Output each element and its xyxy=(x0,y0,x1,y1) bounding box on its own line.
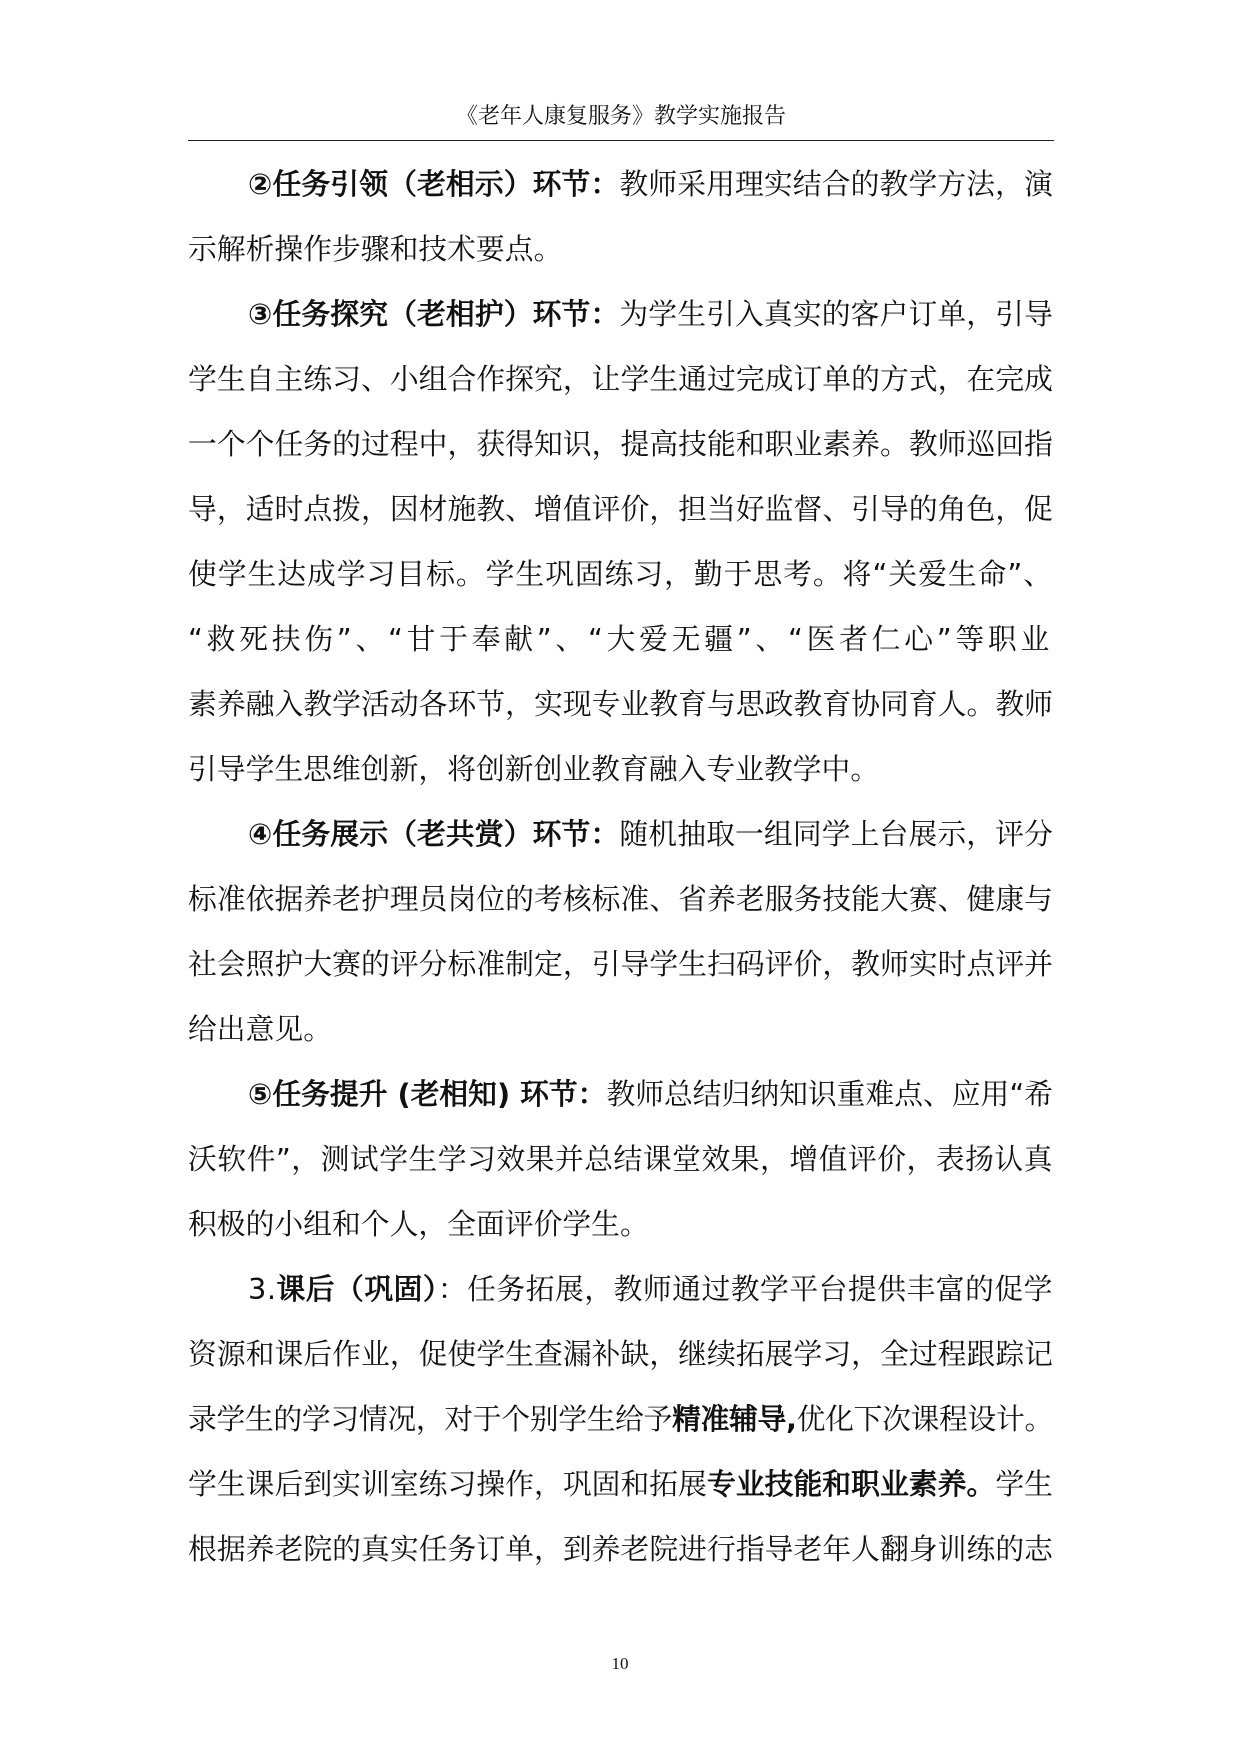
text-segment: 素养融入教学活动各环节，实现专业教育与思政教育协同育人。教师 xyxy=(188,687,1053,721)
text-line xyxy=(188,282,1054,347)
line-content xyxy=(188,492,1053,526)
text-line xyxy=(188,997,1054,1062)
text-segment: 示解析操作步骤和技术要点。 xyxy=(188,232,563,266)
text-line xyxy=(188,217,1054,282)
text-line xyxy=(188,1322,1054,1387)
text-segment: 3. xyxy=(248,1272,277,1306)
bold-text: 课后（巩固） xyxy=(276,1272,438,1306)
text-segment: 标准依据养老护理员岗位的考核标准、省养老服务技能大赛、健康与 xyxy=(188,882,1053,916)
line-content xyxy=(188,752,879,786)
line-content xyxy=(188,1337,1053,1371)
line-content xyxy=(188,362,1053,396)
text-segment: 导，适时点拨，因材施教、增值评价，担当好监督、引导的角色，促 xyxy=(188,492,1053,526)
text-segment: 资源和课后作业，促使学生查漏补缺，继续拓展学习，全过程跟踪记 xyxy=(188,1337,1053,1371)
text-segment: 沃软件”，测试学生学习效果并总结课堂效果，增值评价，表扬认真 xyxy=(188,1142,1053,1176)
text-line xyxy=(188,412,1054,477)
paragraph xyxy=(188,1257,1054,1582)
text-segment: “救死扶伤”、“甘于奉献”、“大爱无疆”、“医者仁心”等职业 xyxy=(188,622,1053,656)
text-line xyxy=(188,932,1054,997)
text-segment: 教师采用理实结合的教学方法，演 xyxy=(619,167,1053,201)
text-line xyxy=(188,1452,1054,1517)
line-content xyxy=(188,882,1053,916)
bold-text: ④任务展示（老共赏）环节： xyxy=(248,817,620,851)
text-segment: 社会照护大赛的评分标准制定，引导学生扫码评价，教师实时点评并 xyxy=(188,947,1053,981)
document-body xyxy=(188,152,1054,1582)
bold-text: ③任务探究（老相护）环节： xyxy=(248,297,620,331)
line-content xyxy=(188,1142,1053,1176)
line-content xyxy=(248,1272,1053,1306)
line-content xyxy=(188,1467,1053,1501)
line-content xyxy=(188,1012,332,1046)
header-rule xyxy=(188,140,1054,141)
text-segment: 积极的小组和个人，全面评价学生。 xyxy=(188,1207,649,1241)
text-segment: 引导学生思维创新，将创新创业教育融入专业教学中。 xyxy=(188,752,880,786)
text-line xyxy=(188,737,1054,802)
text-segment: 根据养老院的真实任务订单，到养老院进行指导老年人翻身训练的志 xyxy=(188,1532,1053,1566)
paragraph xyxy=(188,282,1054,802)
text-segment: 使学生达成学习目标。学生巩固练习，勤于思考。将“关爱生命”、 xyxy=(188,557,1053,591)
bold-text: ②任务引领（老相示）环节： xyxy=(248,167,620,201)
line-content xyxy=(188,1402,1053,1436)
text-line xyxy=(188,672,1054,737)
text-line xyxy=(188,607,1054,672)
text-segment: 学生课后到实训室练习操作，巩固和拓展 xyxy=(188,1467,707,1501)
line-content xyxy=(188,1207,649,1241)
line-content xyxy=(188,427,1053,461)
line-content xyxy=(188,622,1053,656)
text-segment: 优化下次课程设计。 xyxy=(796,1402,1053,1436)
text-segment: 录学生的学习情况，对于个别学生给予 xyxy=(188,1402,673,1436)
line-content xyxy=(248,1077,1053,1111)
text-line xyxy=(188,542,1054,607)
text-line xyxy=(188,867,1054,932)
text-segment: 为学生引入真实的客户订单，引导 xyxy=(619,297,1053,331)
line-content xyxy=(248,297,1053,331)
line-content xyxy=(188,557,1053,591)
line-content xyxy=(248,167,1053,201)
bold-text: 专业技能和职业素养。 xyxy=(706,1467,996,1501)
text-segment: 教师总结归纳知识重难点、应用“希 xyxy=(606,1077,1053,1111)
text-segment: 随机抽取一组同学上台展示，评分 xyxy=(619,817,1053,851)
line-content xyxy=(188,232,562,266)
text-segment: ：任务拓展，教师通过教学平台提供丰富的促学 xyxy=(437,1272,1053,1306)
line-content xyxy=(188,1532,1053,1566)
text-line xyxy=(188,347,1054,412)
text-line xyxy=(188,477,1054,542)
bold-text: 精准辅导, xyxy=(672,1402,797,1436)
text-segment: 给出意见。 xyxy=(188,1012,332,1046)
page-number: 10 xyxy=(611,1654,629,1673)
text-line xyxy=(188,1127,1054,1192)
text-line xyxy=(188,1192,1054,1257)
text-segment: 学生自主练习、小组合作探究，让学生通过完成订单的方式，在完成 xyxy=(188,362,1053,396)
text-segment: 学生 xyxy=(995,1467,1053,1501)
paragraph xyxy=(188,152,1054,282)
text-line xyxy=(188,1517,1054,1582)
text-line xyxy=(188,1062,1054,1127)
text-line xyxy=(188,802,1054,867)
bold-text: ⑤任务提升 (老相知) 环节： xyxy=(248,1077,607,1111)
line-content xyxy=(188,687,1053,721)
text-line xyxy=(188,1387,1054,1452)
text-line xyxy=(188,1257,1054,1322)
line-content xyxy=(188,947,1053,981)
paragraph xyxy=(188,802,1054,1062)
text-line xyxy=(188,152,1054,217)
line-content xyxy=(248,817,1053,851)
running-header: 《老年人康复服务》教学实施报告 xyxy=(455,104,786,129)
paragraph xyxy=(188,1062,1054,1257)
text-segment: 一个个任务的过程中，获得知识，提高技能和职业素养。教师巡回指 xyxy=(188,427,1053,461)
